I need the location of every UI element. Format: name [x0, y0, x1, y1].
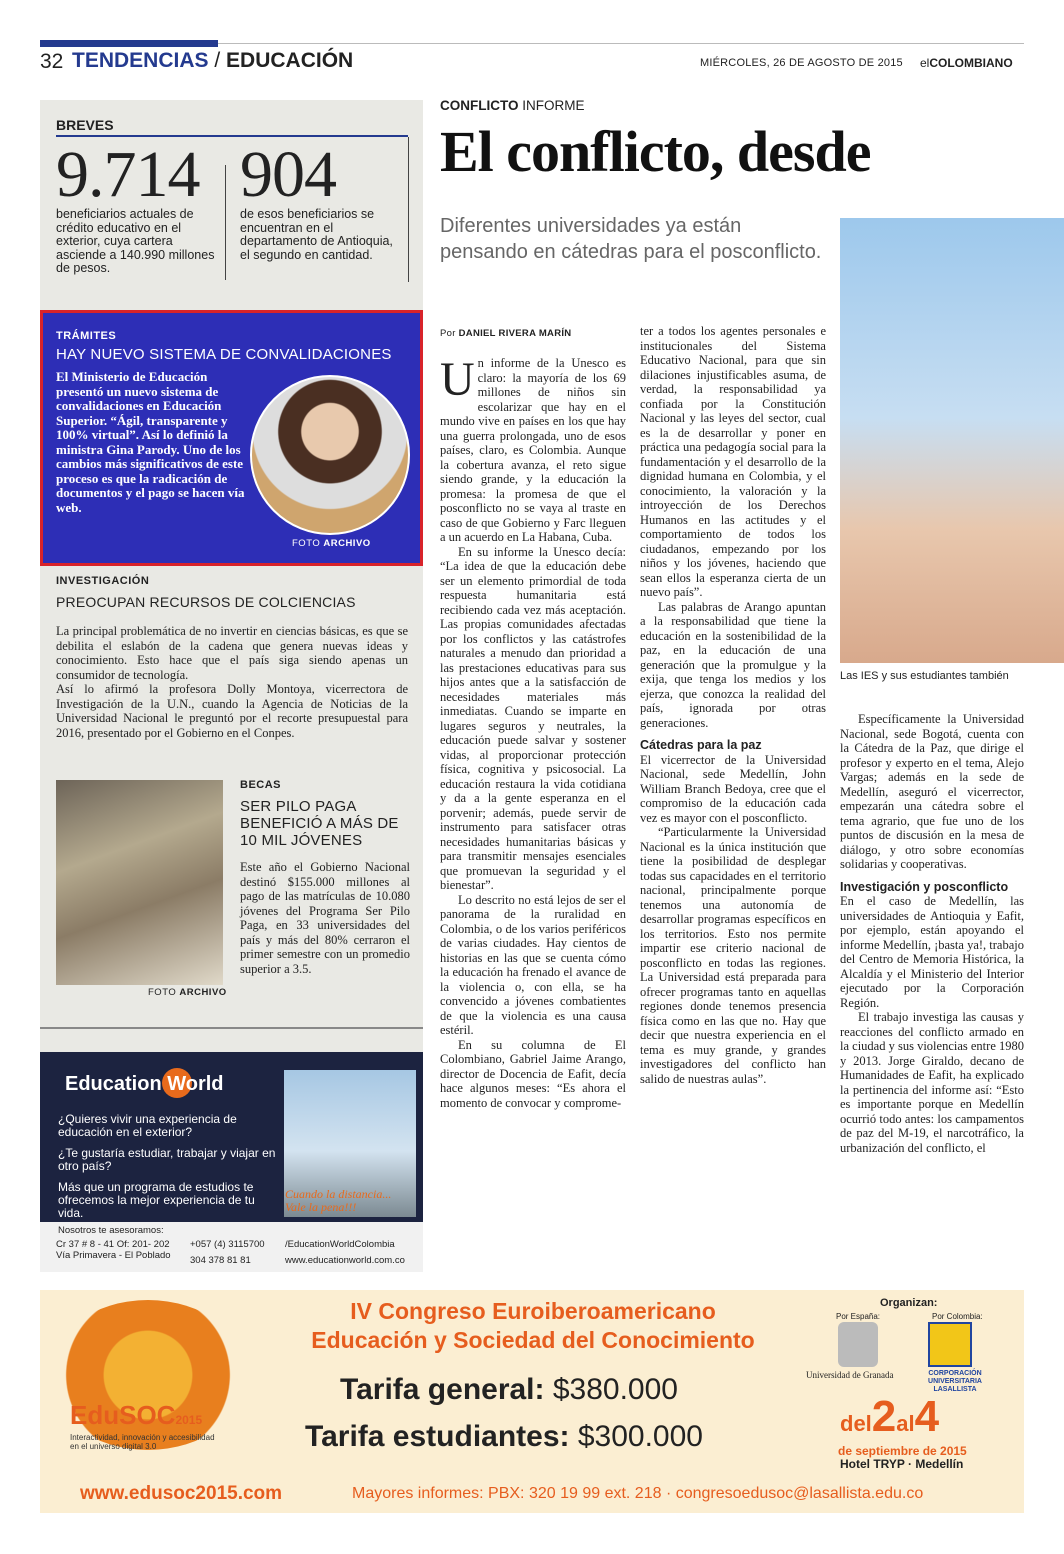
kicker-type: INFORME: [518, 98, 585, 113]
article-paragraph: Específicamente la Universidad Nacional, sede Bogotá, cuenta con la Cátedra de la Paz, que dirige el profesor y experto en el tema, Alejo Vargas; además en la sede de Medellín, aseguró el vicerrector, empezarán una cátedra sobre el tema agrario, que fue uno de los puntos de discusión en la mesa de diálogo, y otro sobre economías solidarias y cooperativas.: [840, 712, 1024, 871]
header-accent-bar: [40, 40, 218, 47]
investigacion-headline: PREOCUPAN RECURSOS DE COLCIENCIAS: [56, 594, 356, 610]
spain-label: Por España:: [836, 1312, 881, 1321]
photo-credit-name: ARCHIVO: [179, 987, 227, 998]
ad-question: ¿Te gustaría estudiar, trabajar y viajar en otro país?: [58, 1146, 276, 1173]
breves-left-text: beneficiarios actuales de crédito educativo en el exterior, cuya cartera asciende a 140.990 millones de pesos.: [56, 207, 215, 275]
edusoc-logo: [70, 1400, 202, 1431]
tramites-text: El Ministerio de Educación presentó un nuevo sistema de convalidaciones en Educación Superior. “Ágil, transparente y 100% virtual”. Así lo definió la ministra Gina Parody. Uno de los cambios más significativos de este proceso es que la radicación de documentos y el pago se hacen vía web.: [56, 369, 245, 515]
issue-date: MIÉRCOLES, 26 DE AGOSTO DE 2015: [700, 57, 903, 69]
sidebar-separator: [40, 1027, 423, 1029]
congress-url[interactable]: www.edusoc2015.com: [80, 1483, 283, 1504]
fee-price: $380.000: [544, 1373, 678, 1406]
article-column-1: [440, 353, 626, 1110]
investigacion-paragraph: Así lo afirmó la profesora Dolly Montoya, vicerrectora de Investigación de la U.N., cuando la Agencia de Noticias de la Universidad Nacional le preguntó por el recorte presupuestal para 2016, presentado por el Gobierno en el Conpes.: [56, 682, 408, 740]
university-granada-shield-icon: [838, 1322, 878, 1367]
section-name: TENDENCIAS: [72, 49, 209, 72]
breves-right-text: de esos beneficiarios se encuentran en el departamento de Antioquia, el segundo en cantidad.: [240, 207, 393, 262]
congress-month: de septiembre de 2015: [838, 1444, 967, 1458]
photo-caption: Las IES y sus estudiantes también: [840, 670, 1009, 682]
photo-credit-name: ARCHIVO: [323, 538, 371, 549]
article-kicker: [440, 98, 585, 113]
article-headline: El conflicto, desde: [440, 119, 871, 184]
colombia-label: Por Colombia:: [932, 1312, 983, 1321]
photo-credit-prefix: FOTO: [148, 987, 180, 998]
subheading: Cátedras para la paz: [640, 738, 762, 752]
section-separator: /: [214, 49, 221, 72]
date-al: al: [896, 1411, 915, 1436]
congress-title-line: IV Congreso Euroiberoamericano: [350, 1298, 716, 1324]
breves-divider: [225, 165, 226, 280]
becas-label: BECAS: [240, 779, 282, 791]
minister-photo: [250, 375, 410, 535]
article-deck: Diferentes universidades ya están pensando en cátedras para el posconflicto.: [440, 215, 822, 263]
ad-facebook[interactable]: /EducationWorldColombia: [285, 1239, 395, 1250]
article-paragraph: En el caso de Medellín, las universidades de Antioquia y Eafit, por ejemplo, están apoyando el informe Medellín, ¡basta ya!, trabajo del Centro de Memoria Histórica, la Alcaldía y el Ministerio del Interior ejecutado por la Corporación Región.: [840, 894, 1024, 1010]
ad-offer: Más que un programa de estudios te ofrecemos la mejor experiencia de tu vida.: [58, 1180, 255, 1220]
investigacion-paragraph: La principal problemática de no invertir en ciencias básicas, es que se debilita el eslabón de la cadena que genera nuevas ideas y conocimiento. Esto hace que el país siga siendo apenas un consumidor de tecnología.: [56, 624, 408, 682]
organizers-label: Organizan:: [880, 1297, 938, 1309]
advisors-label: Nosotros te asesoramos:: [58, 1225, 164, 1236]
lasallista-star-icon: [928, 1322, 972, 1367]
fee-label: Tarifa estudiantes:: [305, 1420, 570, 1453]
ad-question: ¿Quieres vivir una experiencia de educación en el exterior?: [58, 1112, 237, 1139]
article-column-2: [640, 324, 826, 1086]
congress-title-line: Educación y Sociedad del Conocimiento: [311, 1327, 755, 1353]
becas-photo-credit: [148, 987, 227, 998]
education-world-text: [58, 1113, 278, 1220]
article-paragraph: [440, 353, 626, 545]
investigacion-label: INVESTIGACIÓN: [56, 575, 150, 587]
lasallista-name: CORPORACIÓN UNIVERSITARIA LASALLISTA: [928, 1370, 982, 1393]
congress-dates: [840, 1392, 939, 1442]
date-end: 4: [914, 1392, 940, 1441]
photo-credit-prefix: FOTO: [292, 538, 324, 549]
ad-slogan: Cuando la distancia... Vale la pena!!!: [285, 1187, 392, 1214]
paragraph-text: n informe de la Unesco es claro: la mayoría de los 69 millones de niños sin escolarizar que hay en el mundo vive en países en los que hay una guerra prolongada, uno de esos países, claro, es Colombia. Aunque la cobertura avanza, el reto sigue siendo grande, y la educación la promesa: la promesa de que el posconflicto no se vaya al traste en caso de que Gobierno y Farc lleguen a un acuerdo en La Habana, Cuba.: [440, 356, 626, 544]
article-paragraph: En su informe la Unesco decía: “La idea de que la educación debe ser un elemento primordial de toda respuesta humanitaria está recibiendo cada vez más aceptación. Las propias comunidades afectadas por los conflictos y las catástrofes naturales a menudo dan prioridad a las prestaciones educativas para sus hijos antes que a la satisfacción de necesidades materiales más inmediatas. Cuando se imparte en lugares seguros y neutrales, la educación puede salvar y sostener vidas, al proporcionar protección física, cognitiva y psicosocial. La educación restaura la vida cotidiana y da a la gente esperanza en el porvenir; además, puede servir de instrumento para satisfacer otras necesidades humanitarias básicas y para transmitir mensajes esenciales que promuevan la seguridad y el bienestar”.: [440, 544, 626, 892]
page-number: 32: [40, 50, 64, 73]
drop-cap: U: [440, 353, 475, 406]
breves-right-number: 904: [240, 138, 336, 211]
article-paragraph: Lo descrito no está lejos de ser el panorama de la ruralidad en Colombia, o de los varios periféricos de varias ciudades. Hay cientos de historias en las que se cuenta cómo la educación ha frenado el avance de la violencia o, con ella, se ha convencido a jóvenes combatientes de que la violencia es una causa estéril.: [440, 892, 626, 1037]
article-column-3: [840, 712, 1024, 1155]
ad-address: Cr 37 # 8 - 41 Of: 201- 202 Vía Primavera - El Poblado: [56, 1239, 171, 1261]
education-world-logo: Education World: [65, 1073, 224, 1095]
article-paragraph: En su columna de El Colombiano, Gabriel Jaime Arango, director de Docencia de Eafit, decía hace algunos meses: “Es ahora el momento de convocar y comprome-: [440, 1037, 626, 1110]
student-fee: [305, 1420, 703, 1454]
article-paragraph: El trabajo investiga las causas y reacciones del conflicto armado en la ciudad y sus violencias entre 1980 y 2013. Jorge Giraldo, decano de Humanidades de Eafit, ha explicado la pertinencia del informe así: “Esto es importante porque en Medellín ocurrió todo antes: los campamentos de paz del M-19, el narcotráfico, la urbanización del conflicto, el: [840, 1010, 1024, 1155]
university-granada-name: Universidad de Granada: [806, 1370, 894, 1380]
breves-left-number: 9.714: [56, 138, 200, 211]
fee-label: Tarifa general:: [340, 1373, 545, 1406]
becas-headline: SER PILO PAGA BENEFICIÓ A MÁS DE 10 MIL JÓVENES: [240, 798, 399, 849]
logo-year: 2015: [175, 1413, 203, 1427]
breves-right-rule: [408, 137, 409, 282]
raised-hands-photo: [840, 218, 1064, 663]
breves-label: BREVES: [56, 117, 114, 133]
section-title: [72, 49, 353, 73]
kicker-topic: CONFLICTO: [440, 98, 519, 113]
paper-prefix: el: [920, 56, 930, 70]
breves-rule: [56, 135, 408, 137]
newspaper-name: [920, 56, 1013, 70]
article-byline: [440, 328, 571, 339]
date-start: 2: [871, 1392, 897, 1441]
edusoc-tagline: Interactividad, innovación y accesibilidad en el universo digital 3.0: [70, 1433, 215, 1451]
becas-text: Este año el Gobierno Nacional destinó $155.000 millones al pago de las matrículas de 10.080 jóvenes del Programa Ser Pilo Paga, en 33 universidades del país y más del 80% cerraron el primer semestre con un promedio superior a 3.5.: [240, 860, 410, 976]
congress-title: [283, 1297, 783, 1355]
general-fee: [340, 1373, 678, 1407]
logo-text: EduSOC: [70, 1400, 176, 1430]
byline-author: DANIEL RIVERA MARÍN: [458, 328, 572, 339]
subheading: Investigación y posconflicto: [840, 879, 1009, 894]
date-del: del: [840, 1411, 872, 1436]
ad-website[interactable]: www.educationworld.com.co: [285, 1255, 405, 1266]
ad-whatsapp[interactable]: 304 378 81 81: [190, 1255, 251, 1266]
subsection-name: EDUCACIÓN: [226, 49, 354, 72]
tramites-photo-credit: [292, 538, 371, 549]
congress-venue: Hotel TRYP · Medellín: [840, 1457, 964, 1471]
fee-price: $300.000: [569, 1420, 703, 1453]
paper-title: COLOMBIANO: [929, 56, 1013, 70]
article-paragraph: ter a todos los agentes personales e institucionales del Sistema Educativo Nacional, para que sin dilaciones injustificables asuma, de verdad, la responsabilidad ya confiada por la Constitución Nacional y las leyes del sector, cual es la de desarrollar y poner en práctica una pedagogía social para la fundamentación y el desarrollo de la dignidad humana en Colombia, y el conocimiento, la valoración y la introyección de los Derechos Humanos en las actitudes y el comportamiento de todos los ciudadanos, empezando por los niños y los jóvenes, haciendo que sean ellos la esperanza cierta de un nuevo país”.: [640, 324, 826, 599]
tramites-headline: HAY NUEVO SISTEMA DE CONVALIDACIONES: [56, 346, 392, 363]
article-paragraph: El vicerrector de la Universidad Nacional, sede Medellín, John William Branch Bedoya, cree que el compromiso de la educación cada vez es mayor con el posconflicto.: [640, 752, 826, 825]
article-paragraph: Las palabras de Arango apuntan a la responsabilidad que tiene la educación en la sostenibilidad de la paz, en la educación de una generación que la promulgue y la exija, que tenga los medios y los ejerza, que conozca la realidad del país, ignorada por otras generaciones.: [640, 599, 826, 730]
ad-phone[interactable]: +057 (4) 3115700: [190, 1239, 265, 1250]
header-rule: [218, 43, 1024, 44]
tramites-label: TRÁMITES: [56, 330, 117, 342]
students-photo: [56, 780, 223, 985]
article-paragraph: “Particularmente la Universidad Nacional es la única institución que tiene la posibilidad de desplegar todas sus capacidades en el territorio nacional, principalmente porque tenemos una autonomía de desarrollar programas específicos en los territorios. Esto nos permite impartir ese criterio nacional de posconflicto en todas las regiones. La Universidad está preparada para ofrecer programas tanto en aquellas regiones donde tenemos presencia física como en las que no. Hay que decir que nuestra experiencia en el tema es muy grande, y grandes investigadores del conflicto han salido de nuestras aulas”.: [640, 825, 826, 1086]
investigacion-text: [56, 624, 408, 740]
congress-contact[interactable]: Mayores informes: PBX: 320 19 99 ext. 218 · congresoedusoc@lasallista.edu.co: [352, 1485, 924, 1502]
byline-prefix: Por: [440, 328, 459, 339]
